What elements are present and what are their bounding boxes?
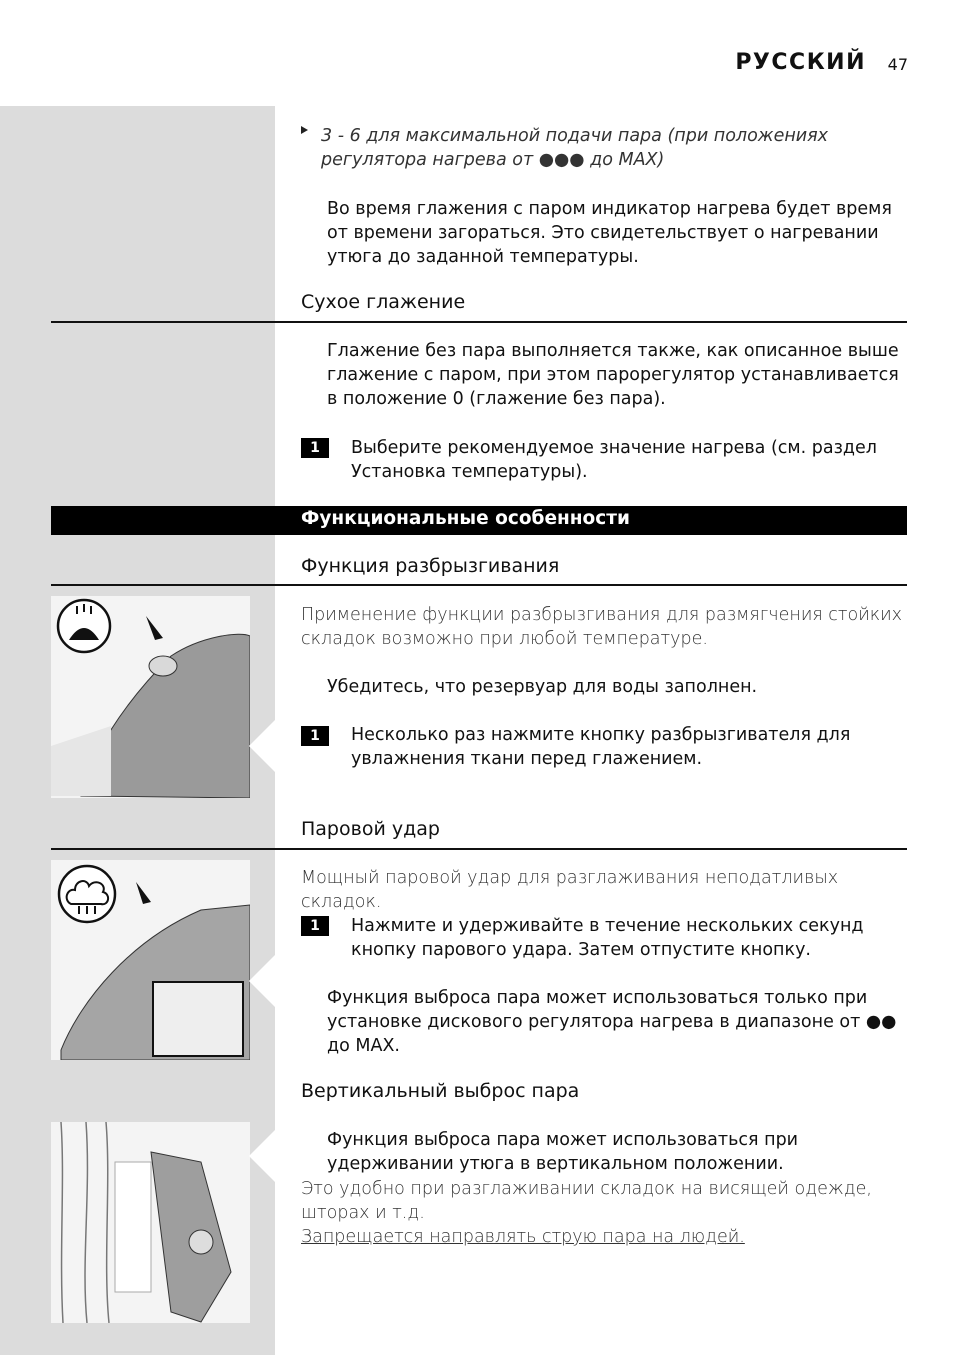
dry-text: Глажение без пара выполняется также, как описанное выше глажение с паром, при этом парорегулятор устанавливается в положение 0 (глажение без пара). — [327, 341, 899, 409]
iron-shot-icon — [51, 860, 250, 1060]
vertical-warning: Запрещается направлять струю пара на людей. — [301, 1227, 745, 1247]
shot-illustration — [51, 860, 250, 1060]
page-number: 47 — [887, 55, 908, 74]
shot-step: Нажмите и удерживайте в течение нескольких секунд кнопку парового удара. Затем отпустите кнопку. — [351, 916, 864, 960]
step-marker: 1 — [301, 726, 329, 746]
iron-spray-icon — [51, 596, 250, 798]
pointer-arrow — [249, 720, 275, 772]
step-marker: 1 — [301, 438, 329, 458]
features-title: Функциональные особенности — [301, 508, 630, 529]
shot-note: Функция выброса пара может использоваться только при установке дискового регулятора нагрева в диапазоне от ●● до MAX. — [327, 988, 897, 1056]
section-heading-dry: Сухое глажение — [301, 291, 466, 313]
section-heading-spray: Функция разбрызгивания — [301, 555, 560, 577]
section-rule — [51, 584, 907, 586]
dry-step: Выберите рекомендуемое значение нагрева (см. раздел Установка температуры). — [351, 438, 877, 482]
shot-intro: Мощный паровой удар для разглаживания неподатливых складок. — [301, 868, 839, 912]
spray-intro: Применение функции разбрызгивания для размягчения стойких складок возможно при любой температуре. — [301, 605, 903, 649]
iron-vertical-icon — [51, 1122, 250, 1323]
vertical-note: Функция выброса пара может использоваться при удерживании утюга в вертикальном положении. — [327, 1130, 799, 1174]
spray-step: Несколько раз нажмите кнопку разбрызгивателя для увлажнения ткани перед глажением. — [351, 725, 851, 769]
language-header: РУССКИЙ — [735, 50, 866, 75]
features-band — [51, 506, 907, 535]
vertical-text: Это удобно при разглаживании складок на висящей одежде, шторах и т.д. — [301, 1179, 872, 1223]
vertical-illustration — [51, 1122, 250, 1323]
section-rule — [51, 848, 907, 850]
spray-note: Убедитесь, что резервуар для воды заполнен. — [327, 677, 758, 697]
pointer-arrow — [249, 955, 275, 1007]
spray-illustration — [51, 596, 250, 798]
section-rule — [51, 321, 907, 323]
bullet-item: 3 - 6 для максимальной подачи пара (при положениях регулятора нагрева от ●●● до MAX) — [321, 126, 829, 170]
section-heading-shot: Паровой удар — [301, 818, 440, 840]
bullet-arrow-icon — [301, 126, 308, 134]
step-marker: 1 — [301, 916, 329, 936]
note-steam-light: Во время глажения с паром индикатор нагрева будет время от времени загораться. Это свидетельствует о нагревании утюга до заданной температуры. — [327, 199, 892, 267]
pointer-arrow — [249, 1130, 275, 1182]
section-heading-vertical: Вертикальный выброс пара — [301, 1080, 580, 1102]
